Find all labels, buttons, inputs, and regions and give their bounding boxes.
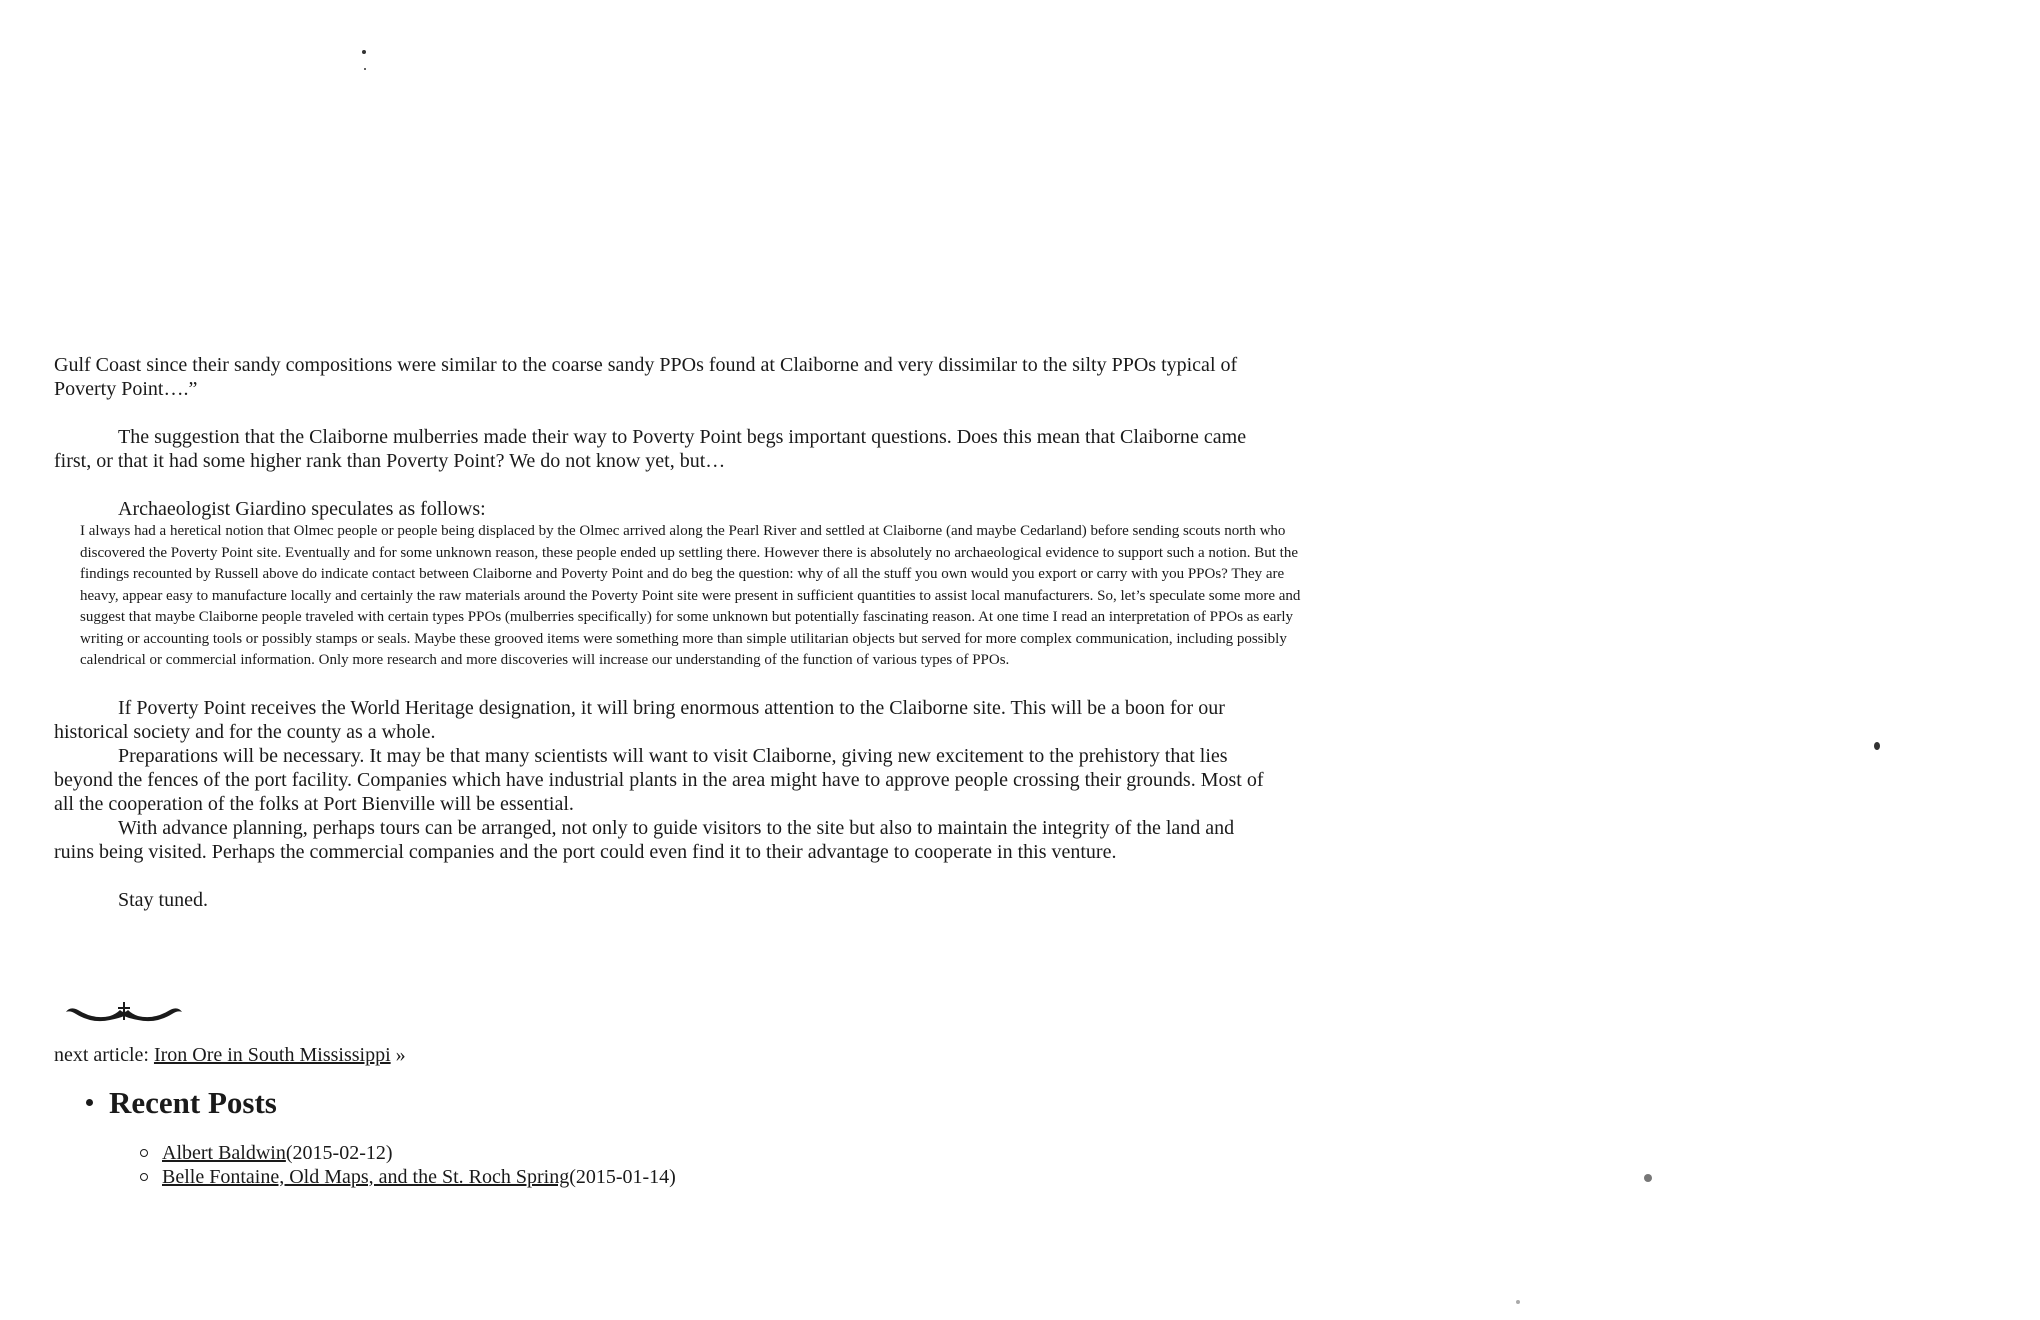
- block-quote: I always had a heretical notion that Olmec people or people being displaced by the Olmec arrived along the Pearl River and settled at Claiborne (and maybe Cedarland) before sending scouts north who discovered the Poverty Point site. Eventually and for some unknown reason, these people ended up settling there. However there is absolutely no archaeological evidence to support such a notion. But the findings recounted by Russell above do indicate contact between Claiborne and Poverty Point and do beg the question: why of all the stuff you own would you export or carry with you PPOs? They are heavy, appear easy to manufacture locally and certainly the raw materials around the Poverty Point site were present in sufficient quantities to assist local manufacturers. So, let’s speculate some more and suggest that maybe Claiborne people traveled with certain types PPOs (mulberries specifically) for some unknown but potentially fascinating reason. At one time I read an interpretation of PPOs as early writing or accounting tools or possibly stamps or seals. Maybe these grooved items were something more than simple utilitarian objects but served for more complex communication, including possibly calendrical or commercial information. Only more research and more discoveries will increase our understanding of the function of various types of PPOs.: [80, 523, 1301, 668]
- next-prefix: next article:: [54, 1043, 154, 1066]
- recent-posts-list: [54, 1141, 1274, 1189]
- paragraph-2: The suggestion that the Claiborne mulberries made their way to Poverty Point begs important questions. Does this mean that Claiborne came first, or that it had some higher rank than Poverty Point? We do not know yet, but…: [54, 426, 1247, 472]
- post-link[interactable]: Albert Baldwin: [162, 1141, 286, 1164]
- list-item: [54, 1165, 1274, 1189]
- recent-posts-heading: Recent Posts: [109, 1084, 277, 1120]
- bullet-circle-icon: [140, 1173, 148, 1181]
- scan-speck: [362, 50, 366, 54]
- paragraph-6: Stay tuned.: [118, 888, 208, 911]
- list-item: [54, 1141, 1274, 1165]
- paragraph-3: If Poverty Point receives the World Heritage designation, it will bring enormous attention to the Claiborne site. This will be a boon for our historical society and for the county as a whole.: [54, 696, 1225, 743]
- scan-speck: [1516, 1300, 1520, 1304]
- bullet-circle-icon: [140, 1149, 148, 1157]
- bullet-disc-icon: [86, 1099, 93, 1106]
- scan-speck: [1874, 742, 1880, 750]
- post-date: (2015-02-12): [285, 1141, 393, 1164]
- scan-speck: [1644, 1174, 1652, 1182]
- next-article-link[interactable]: Iron Ore in South Mississippi: [153, 1043, 391, 1066]
- next-article: [54, 1043, 1274, 1067]
- paragraph-1: Gulf Coast since their sandy compositions were similar to the coarse sandy PPOs found at Claiborne and very dissimilar to the silty PPOs typical of Poverty Point….”: [54, 354, 1238, 400]
- article-page: [54, 353, 1301, 1189]
- scan-speck: [364, 68, 366, 70]
- paragraph-5: With advance planning, perhaps tours can be arranged, not only to guide visitors to the site but also to maintain the integrity of the land and ruins being visited. Perhaps the commercial companies and the port could even find it to their advantage to cooperate in this venture.: [54, 816, 1235, 863]
- recent-posts: [54, 1083, 1274, 1189]
- ornament-divider-icon: [64, 998, 184, 1028]
- post-date: (2015-01-14): [569, 1165, 676, 1188]
- post-link[interactable]: Belle Fontaine, Old Maps, and the St. Roch Spring: [162, 1165, 570, 1188]
- paragraph-4: Preparations will be necessary. It may be that many scientists will want to visit Claiborne, giving new excitement to the prehistory that lies beyond the fences of the port facility. Companies which have industrial plants in the area might have to approve people crossing their grounds. Most of all the cooperation of the folks at Port Bienville will be essential.: [54, 744, 1264, 815]
- next-suffix: »: [390, 1043, 406, 1066]
- quote-lead: Archaeologist Giardino speculates as follows:: [118, 498, 486, 520]
